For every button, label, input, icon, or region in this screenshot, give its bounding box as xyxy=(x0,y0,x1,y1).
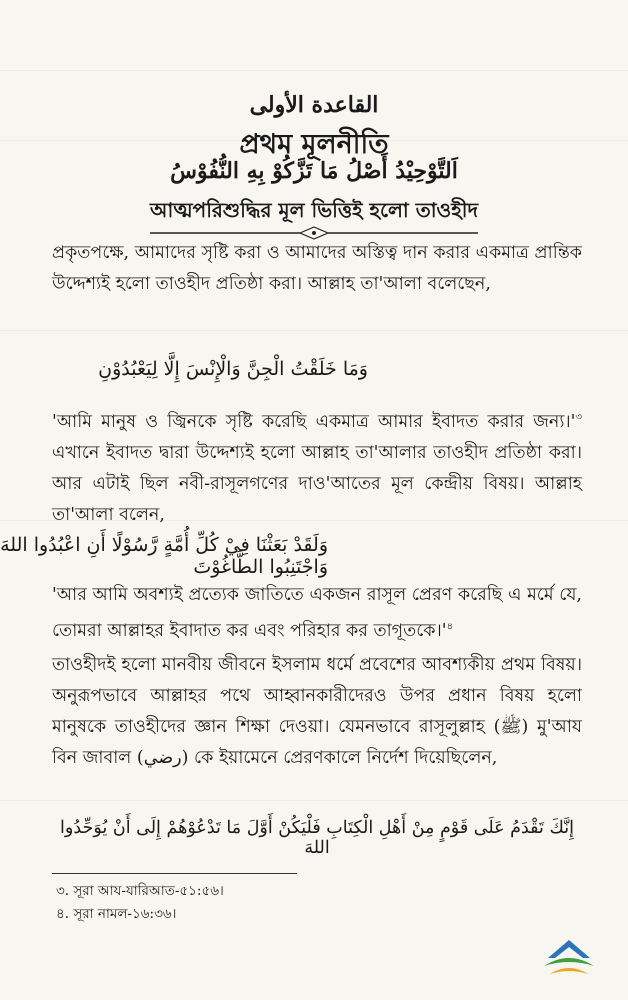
footnote-ref-4[interactable]: ৪ xyxy=(446,621,454,632)
arabic-hadith: إِنَّكَ تَقْدَمُ عَلَى قَوْمٍ مِنْ أَهْلِ الْكِتَابِ فَلْيَكُنْ أَوَّلَ مَا تَدْعُوْهُمْ إِلَى أَنْ يُوَحِّدُوا اللهَ xyxy=(60,818,574,858)
footnote-ref-3[interactable]: ৩ xyxy=(575,412,582,423)
page-subtitle: আত্মপরিশুদ্ধির মূল ভিত্তিই হলো তাওহীদ xyxy=(150,198,478,222)
paragraph-2-quote: 'আমি মানুষ ও জ্বিনকে সৃষ্টি করেছি একমাত্র আমার ইবাদত করার জন্য।' xyxy=(52,411,576,432)
paragraph-3-text: 'আর আমি অবশ্যই প্রত্যেক জাতিতে একজন রাসূল প্রেরণ করেছি এ মর্মে যে, তোমরা আল্লাহর ইবাদাত কর এবং পরিহার কর তাগূতকে।' xyxy=(52,585,582,641)
paragraph-4: তাওহীদই হলো মানবীয় জীবনে ইসলাম ধর্মে প্রবেশের আবশ্যকীয় প্রথম বিষয়। অনুরূপভাবে আল্লাহর পথে আহ্বানকারীদেরও উপর প্রধান বিষয় হলো মানুষকে তাওহীদের জ্ঞান শিক্ষা দেওয়া। যেমনভাবে রাসূলুল্লাহ (ﷺ) মু'আয বিন জাবাল (رضي) কে ইয়ামেনে প্রেরণকালে নির্দেশ দিয়েছিলেন, xyxy=(52,655,582,768)
paragraph-3 xyxy=(52,580,582,647)
page-title: প্রথম মূলনীতি xyxy=(239,129,389,160)
arabic-subtitle: اَلتَّوْحِيْدُ أَصْلُ مَا تَزَّكُوْ بِهِ النُّفُوْسُ xyxy=(170,158,458,184)
arabic-chapter-heading: القاعدة الأولى xyxy=(249,92,379,118)
paragraph-2-text: এখানে ইবাদত দ্বারা উদ্দেশ্যই হলো আল্লাহ তা'আলার তাওহীদ প্রতিষ্ঠা করা। আর এটাই ছিল নবী-রাসূলগণের দাও'আতের মূল কেন্দ্রীয় বিষয়। আল্লাহ তা'আলা বলেন, xyxy=(52,442,582,525)
radiallahu-symbol: (رضي) xyxy=(136,748,189,768)
salawat-symbol: (ﷺ) xyxy=(493,717,529,737)
footnote-3: ৩. সূরা আয-যারিআত-৫১:৫৬। xyxy=(56,883,224,899)
paragraph-2 xyxy=(52,402,582,531)
footnote-divider xyxy=(52,873,297,874)
paragraph-1: প্রকৃতপক্ষে, আমাদের সৃষ্টি করা ও আমাদের অস্তিত্ব দান করার একমাত্র প্রান্তিক উদ্দেশ্যই হলো তাওহীদ প্রতিষ্ঠা করা। আল্লাহ তা'আলা বলেছেন, xyxy=(52,243,582,294)
publisher-logo-icon xyxy=(540,936,598,982)
arabic-verse-2: وَلَقَدْ بَعَثْنَا فِيْ كُلِّ أُمَّةٍ رَّسُوْلًا أَنِ اعْبُدُوا اللهَ وَاجْتَنِبُوا الطَّاغُوْتَ xyxy=(0,534,328,578)
footnote-4: ৪. সূরা নামল-১৬:৩৬। xyxy=(56,906,177,922)
arabic-verse-1: وَمَا خَلَقْتُ الْجِنَّ وَالْإِنْسَ إِلَّا لِيَعْبُدُوْنِ xyxy=(98,358,368,380)
